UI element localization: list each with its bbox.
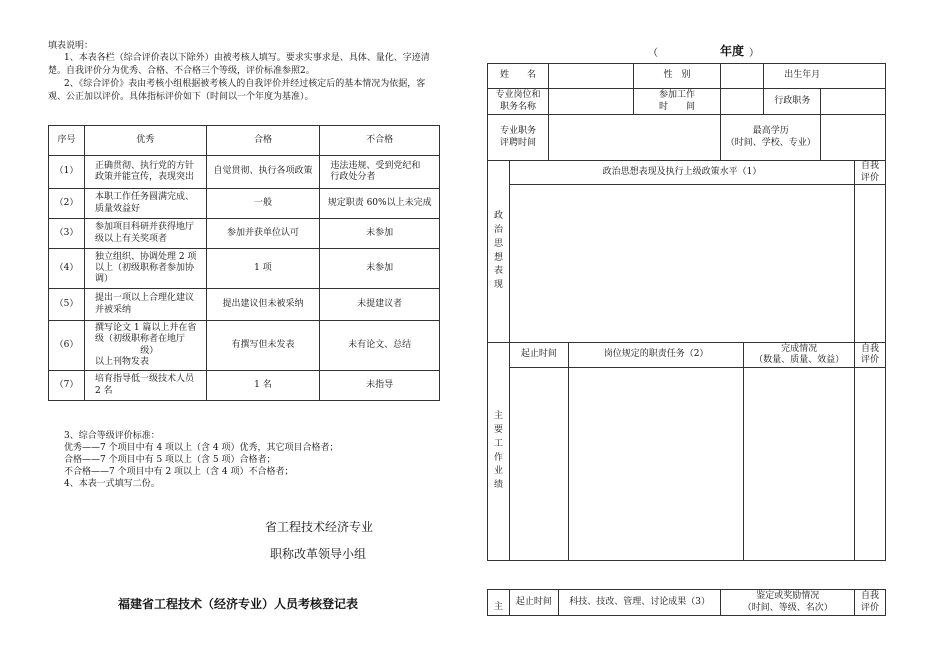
year-heading [648,42,768,58]
work-period-value [509,368,568,561]
row-pass: 1 名 [206,371,320,401]
research-col-period: 起止时间 [509,590,558,616]
row-no: （2） [49,189,85,219]
row-excellent: 参加项目科研并获得地厅 级以上有关奖项者 [84,219,206,249]
work-done-value [744,368,855,561]
instructions-block [48,38,468,108]
table-row [49,289,440,321]
political-side-label: 政 治 思 想 表 现 [488,161,510,343]
org-line-2: 职称改革领导小组 [270,547,367,561]
year-label: 年度 [720,44,745,58]
work-self-eval: 自我 评价 [855,343,886,368]
row-no: （5） [49,289,85,321]
row-excellent: 本职工作任务圆满完成、 质量效益好 [84,189,206,219]
criteria-header-excellent: 优秀 [84,126,206,156]
value-work-start [721,89,764,115]
table-row [49,219,440,249]
research-table [487,589,886,616]
row-pass: 有撰写但未发表 [206,321,320,371]
table-row [49,321,440,371]
table-row [49,189,440,219]
instructions-line-4: 观、公正加以评价。具体指标评价如下（时间以一个年度为基准）。 [48,92,314,102]
political-self-eval-value [855,185,886,343]
label-position: 专业岗位和 职务名称 [488,89,549,115]
value-education [821,115,886,161]
political-table [487,160,886,343]
row-fail: 未有论文、总结 [320,321,440,371]
row-pass: 1 项 [206,249,320,289]
year-open: （ [648,48,658,59]
table-row [49,249,440,289]
work-duty-value [568,368,744,561]
row-fail: 违法违规、受到党纪和 行政处分者 [320,156,440,189]
value-title-time [548,115,721,161]
label-name: 姓 名 [488,64,549,89]
row-pass: 一般 [206,189,320,219]
research-self-eval: 自我 评价 [855,590,886,616]
work-table [487,342,886,561]
value-gender [721,64,764,89]
value-position [548,89,633,115]
label-work-start: 参加工作 时 间 [633,89,721,115]
row-excellent: 独立组织、协调处理 2 项 以上（初级职称者参加协 调） [84,249,206,289]
instructions-title: 填表说明： [48,41,94,51]
grade-standard-line-3: 合格——7 个项目中有 5 项以上（含 5 项）合格者； [64,455,276,465]
political-self-eval: 自我 评价 [855,161,886,185]
criteria-table [48,125,440,401]
grade-standard-line-4: 不合格——7 个项目中有 2 项以上（含 4 项）不合格者； [64,467,294,477]
research-col-result: 科技、技改、管理、讨论成果（3） [558,590,721,616]
row-excellent: 正确贯彻、执行党的方针 政策并能宣传，表现突出 [84,156,206,189]
work-col-done: 完成情况 （数量、质量、效益） [744,343,855,368]
form-title: 福建省工程技术（经济专业）人员考核登记表 [118,597,359,611]
row-no: （3） [49,219,85,249]
work-side-label: 主 要 工 作 业 绩 [488,343,510,561]
row-fail: 未指导 [320,371,440,401]
year-close: ） [749,48,759,59]
row-excellent: 提出一项以上合理化建议 并被采纳 [84,289,206,321]
political-header: 政治思想表现及执行上级政策水平（1） [509,161,854,185]
criteria-header-pass: 合格 [206,126,320,156]
value-name [548,64,633,89]
row-pass: 自觉贯彻、执行各项政策 [206,156,320,189]
row-no: （4） [49,249,85,289]
grade-standard-line-2: 优秀——7 个项目中有 4 项以上（含 4 项）优秀，其它项目合格者； [64,443,339,453]
row-no: （6） [49,321,85,371]
label-birth: 出生年月 [764,64,886,89]
row-excellent: 培育指导低一级技术人员 2 名 [84,371,206,401]
row-fail: 未参加 [320,219,440,249]
org-line-1: 省工程技术经济专业 [265,520,374,534]
personal-info-table [487,63,886,161]
row-fail: 未提建议者 [320,289,440,321]
grade-standard-line-5: 4、本表一式填写二份。 [64,479,160,489]
political-content [509,185,854,343]
row-pass: 提出建议但未被采纳 [206,289,320,321]
instructions-line-3: 2、《综合评价》表由考核小组根据被考核人的自我评价并经过核定后的基本情况为依据，客 [64,79,426,89]
grade-standard-line-1: 3、综合等级评价标准： [64,431,160,441]
instructions-line-2: 楚。自我评价分为优秀、合格、不合格三个等级，评价标准参照2。 [48,66,315,76]
row-pass: 参加并获单位认可 [206,219,320,249]
grade-standard-block [64,428,444,494]
instructions-line-1: 1、本表各栏（综合评价表以下除外）由被考核人填写。要求实事求是、具体、量化、字迹清 [64,53,430,63]
criteria-header-row [49,126,440,156]
research-col-award: 鉴定或奖励情况 （时间、等级、名次） [721,590,855,616]
work-self-eval-value [855,368,886,561]
row-fail: 规定职责 60%以上未完成 [320,189,440,219]
table-row [49,156,440,189]
value-admin-post [821,89,886,115]
research-side-label: 主 [488,590,510,616]
row-no: （7） [49,371,85,401]
label-title-time: 专业职务 评聘时间 [488,115,549,161]
label-gender: 性 别 [633,64,721,89]
criteria-header-no: 序号 [49,126,85,156]
row-no: （1） [49,156,85,189]
table-row [49,371,440,401]
row-excellent: 撰写论文 1 篇以上并在省 级（初级职称者在地厅 级） 以上刊物发表 [84,321,206,371]
label-admin-post: 行政职务 [764,89,821,115]
label-education: 最高学历 （时间、学校、专业） [721,115,821,161]
work-col-duty: 岗位规定的职责任务（2） [568,343,744,368]
row-fail: 未参加 [320,249,440,289]
work-col-period: 起止时间 [509,343,568,368]
criteria-header-fail: 不合格 [320,126,440,156]
